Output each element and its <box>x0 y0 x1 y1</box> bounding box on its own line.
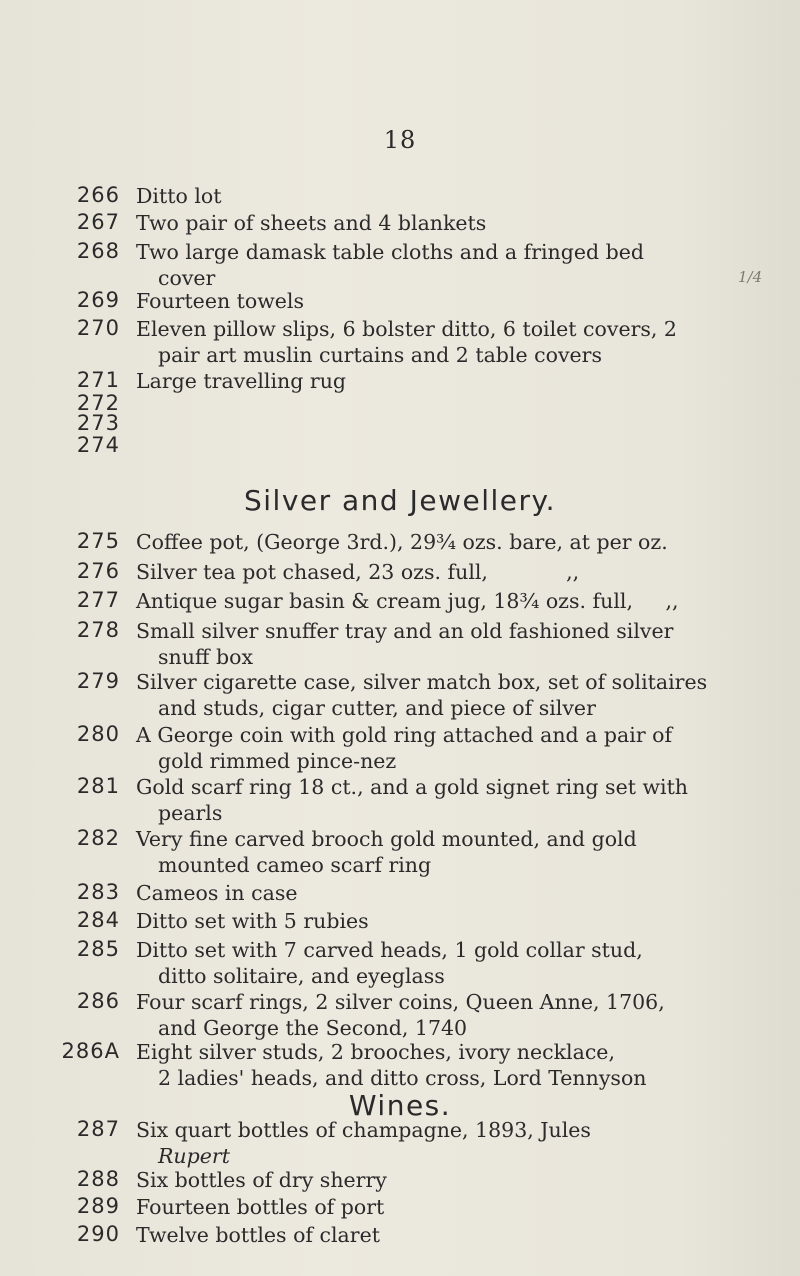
margin-pencil-mark: 1/4 <box>738 268 763 286</box>
lot-description: Two pair of sheets and 4 blankets <box>136 211 487 236</box>
lot-description: Eight silver studs, 2 brooches, ivory necklace, 2 ladies' heads, and ditto cross, Lord Tennyson <box>136 1040 647 1091</box>
lot-number: 279 <box>76 668 120 693</box>
lot-description: Gold scarf ring 18 ct., and a gold signet ring set with pearls <box>136 775 689 826</box>
lot-description: Silver tea pot chased, 23 ozs. full, ,, <box>136 559 580 584</box>
lot-description: Six bottles of dry sherry <box>136 1167 387 1192</box>
lot-number: 268 <box>76 238 120 263</box>
lot-number: 276 <box>76 558 120 583</box>
lot-number: 286A <box>61 1039 120 1064</box>
lot-number: 271 <box>76 368 120 393</box>
lot-description: Antique sugar basin & cream jug, 18¾ ozs. full, ,, <box>136 588 679 613</box>
section-heading: Silver and Jewellery. <box>243 483 556 517</box>
lot-number: 273 <box>76 411 120 436</box>
page-number: 18 <box>383 126 417 154</box>
lot-description: Fourteen bottles of port <box>136 1195 385 1220</box>
lot-number: 283 <box>76 880 120 905</box>
lot-description: Six quart bottles of champagne, 1893, Jules Rupert <box>136 1117 591 1168</box>
lot-description: Ditto set with 5 rubies <box>136 908 369 933</box>
lot-number: 284 <box>76 907 120 932</box>
lot-description: Fourteen towels <box>136 289 305 314</box>
lot-number: 278 <box>76 617 120 642</box>
lot-description: Cameos in case <box>136 881 298 906</box>
lot-number: 288 <box>76 1166 120 1191</box>
lot-number: 285 <box>76 936 120 961</box>
lot-number: 281 <box>76 774 120 799</box>
lot-number: 286 <box>76 988 120 1013</box>
lot-number: 287 <box>76 1116 120 1141</box>
lot-description: Ditto set with 7 carved heads, 1 gold collar stud, ditto solitaire, and eyeglass <box>136 937 643 988</box>
lot-number: 267 <box>76 210 120 235</box>
lot-description: Coffee pot, (George 3rd.), 29¾ ozs. bare, at per oz. <box>136 530 668 555</box>
lot-description: A George coin with gold ring attached and a pair of gold rimmed pince-nez <box>136 722 673 773</box>
lot-number: 280 <box>76 721 120 746</box>
lot-number: 277 <box>76 587 120 612</box>
lot-number: 275 <box>76 529 120 554</box>
lot-number: 274 <box>76 432 120 457</box>
lot-number: 272 <box>76 390 120 415</box>
lot-number: 289 <box>76 1194 120 1219</box>
lot-description: Four scarf rings, 2 silver coins, Queen Anne, 1706, and George the Second, 1740 <box>136 989 665 1040</box>
lot-number: 290 <box>76 1221 120 1246</box>
lot-description: Large travelling rug <box>136 369 347 394</box>
lot-number: 282 <box>76 825 120 850</box>
section-heading: Wines. <box>348 1089 452 1123</box>
lot-description: Ditto lot <box>136 183 222 208</box>
lot-description: Silver cigarette case, silver match box, set of solitaires and studs, cigar cutter, and piece of silver <box>136 669 708 720</box>
lot-description: Eleven pillow slips, 6 bolster ditto, 6 toilet covers, 2 pair art muslin curtains and 2 table covers <box>136 316 677 367</box>
lot-description: Twelve bottles of claret <box>136 1222 380 1247</box>
lot-number: 269 <box>76 288 120 313</box>
lot-description: Very fine carved brooch gold mounted, and gold mounted cameo scarf ring <box>136 826 637 877</box>
lot-description: Two large damask table cloths and a fringed bed cover <box>136 239 645 290</box>
lot-number: 266 <box>76 182 120 207</box>
lot-description: Small silver snuffer tray and an old fashioned silver snuff box <box>136 618 674 669</box>
lot-number: 270 <box>76 315 120 340</box>
